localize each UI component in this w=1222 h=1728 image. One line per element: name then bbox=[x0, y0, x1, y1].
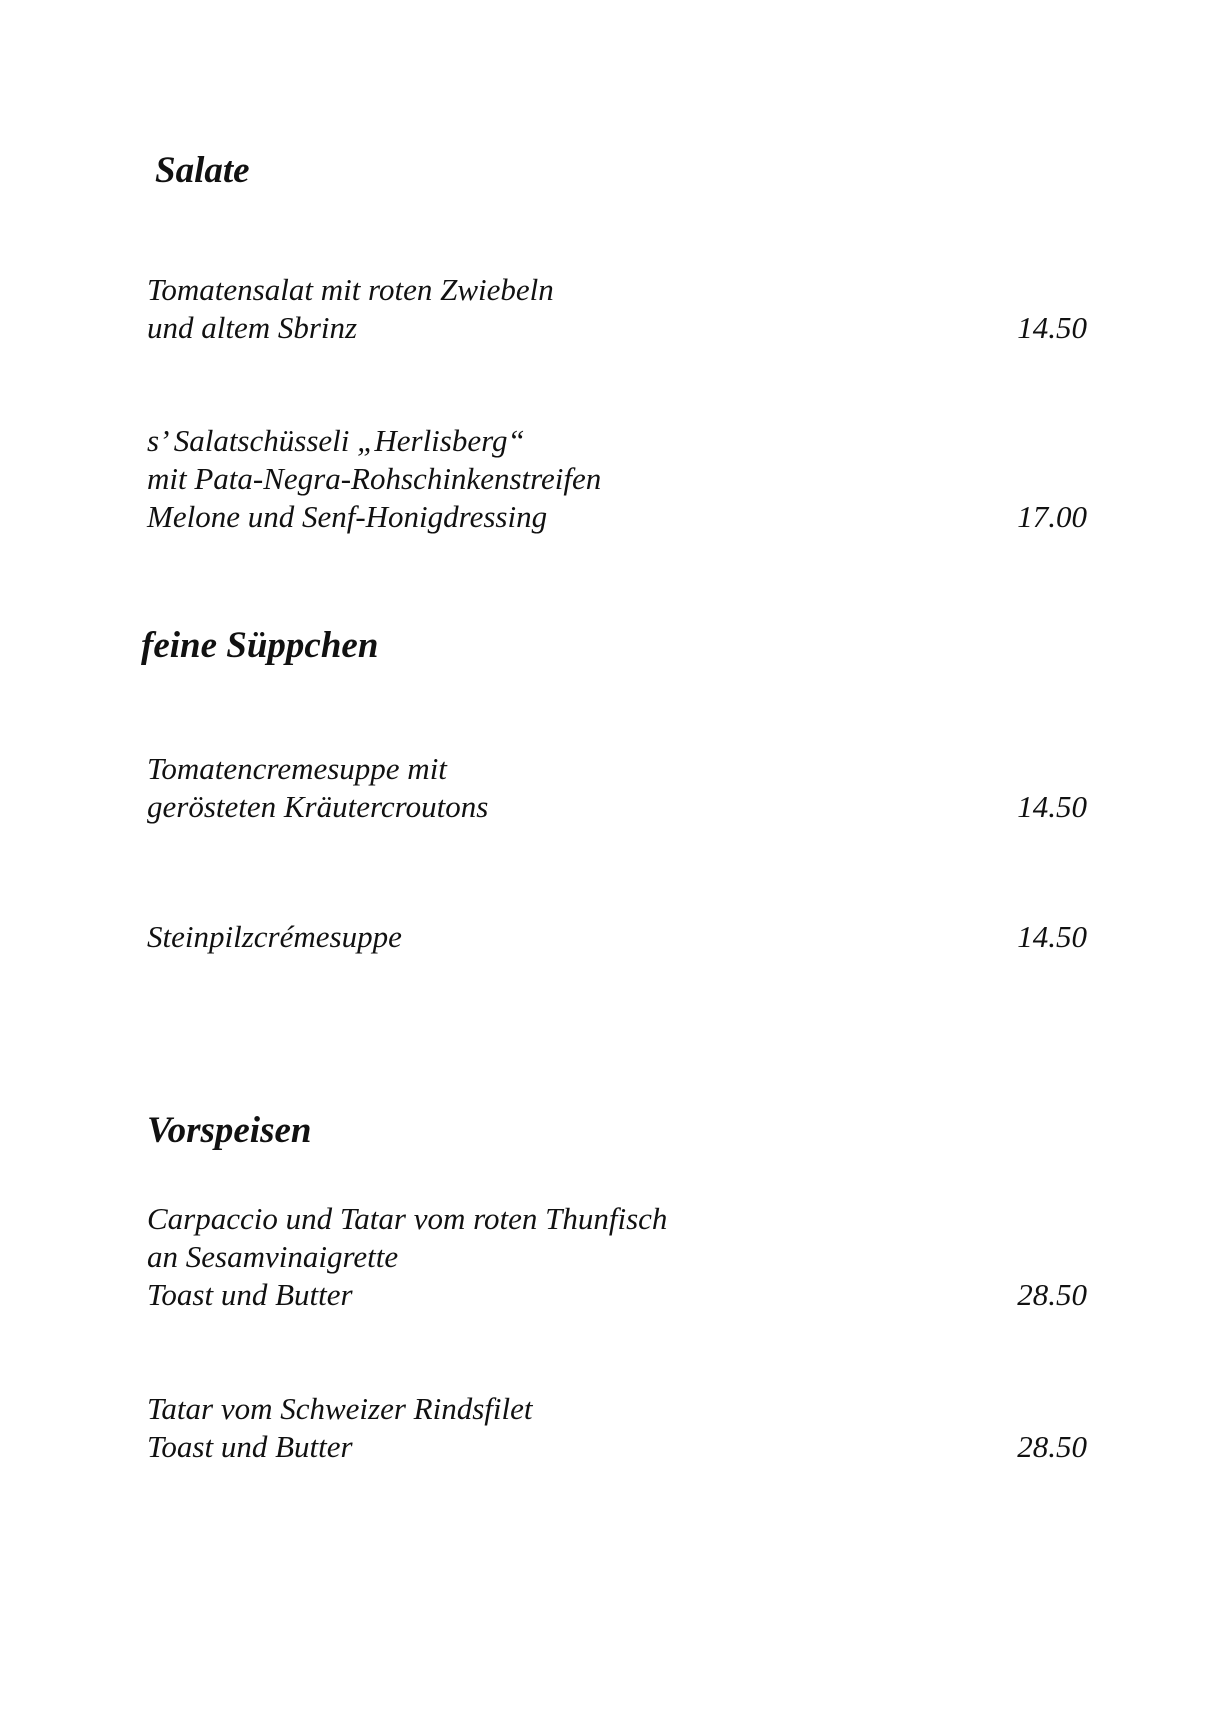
section-title-feine-sueppchen: feine Süppchen bbox=[141, 625, 379, 666]
item-price: 14.50 bbox=[1017, 919, 1087, 954]
item-line: s’ Salatschüsseli „Herlisberg“ bbox=[147, 423, 525, 458]
menu-item bbox=[147, 1200, 1087, 1314]
menu-item bbox=[147, 750, 1087, 826]
item-line: gerösteten Kräutercroutons bbox=[147, 789, 489, 824]
item-line: Melone und Senf-Honigdressing bbox=[147, 499, 548, 534]
item-price: 14.50 bbox=[1017, 310, 1087, 345]
item-line: mit Pata-Negra-Rohschinkenstreifen bbox=[147, 461, 602, 496]
item-price: 28.50 bbox=[1017, 1277, 1087, 1312]
item-line: Toast und Butter bbox=[147, 1277, 353, 1312]
item-line: Steinpilzcrémesuppe bbox=[147, 919, 402, 954]
menu-item bbox=[147, 271, 1087, 347]
item-line: Toast und Butter bbox=[147, 1429, 353, 1464]
item-line: Carpaccio und Tatar vom roten Thunfisch bbox=[147, 1201, 668, 1236]
item-line: und altem Sbrinz bbox=[147, 310, 358, 345]
item-line: an Sesamvinaigrette bbox=[147, 1239, 399, 1274]
menu-item bbox=[147, 918, 1087, 956]
item-line: Tomatensalat mit roten Zwiebeln bbox=[147, 272, 554, 307]
item-price: 28.50 bbox=[1017, 1429, 1087, 1464]
item-line: Tomatencremesuppe mit bbox=[147, 751, 447, 786]
menu-item bbox=[147, 422, 1087, 536]
section-title-salate: Salate bbox=[155, 150, 250, 191]
section-title-vorspeisen: Vorspeisen bbox=[147, 1110, 312, 1151]
item-price: 17.00 bbox=[1017, 499, 1087, 534]
menu-item bbox=[147, 1390, 1087, 1466]
item-price: 14.50 bbox=[1017, 789, 1087, 824]
item-line: Tatar vom Schweizer Rindsfilet bbox=[147, 1391, 533, 1426]
